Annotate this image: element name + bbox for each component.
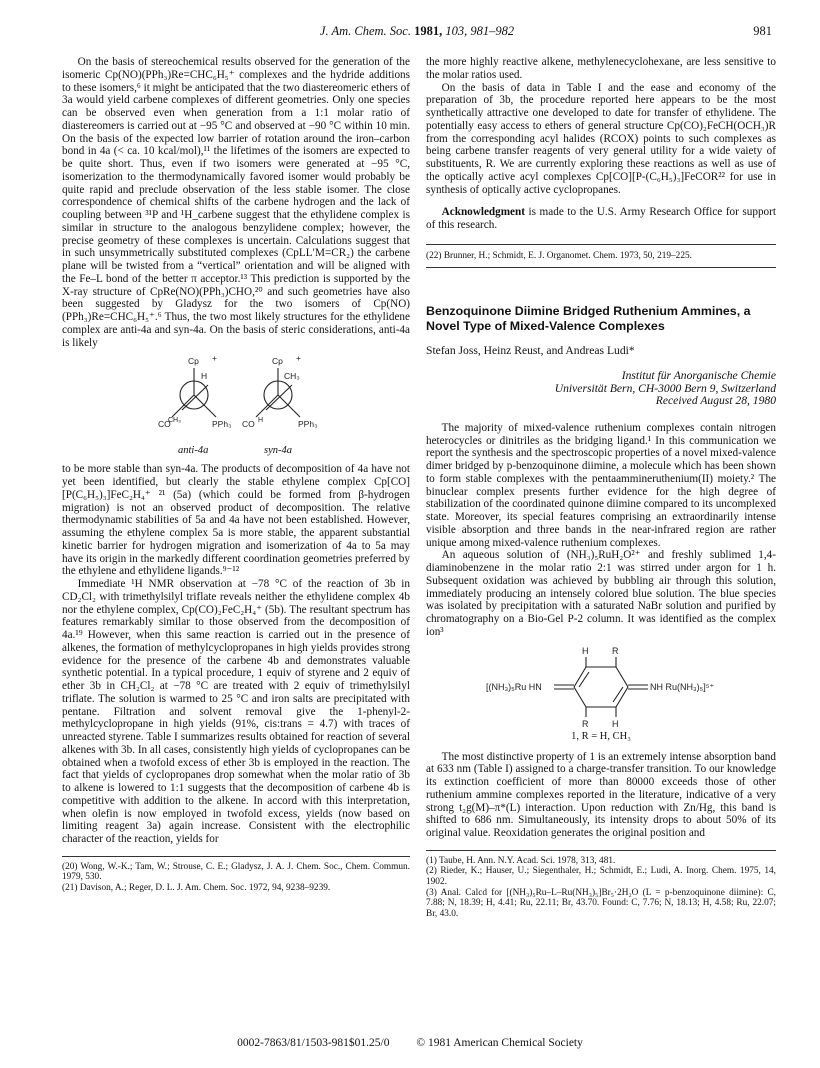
r-label: R — [612, 645, 619, 656]
affiliation-university: Universität Bern, CH-3000 Bern 9, Switzerland — [554, 382, 776, 396]
affiliation — [426, 369, 776, 395]
quinone-diimine-figure — [426, 645, 776, 729]
page-number: 981 — [753, 24, 772, 38]
right-ruthenium-group: NH Ru(NH₃)₅]⁵⁺ — [650, 681, 715, 692]
ch3-label: CH₃ — [284, 371, 300, 382]
footnote-21: (21) Davison, A.; Reger, D. L. J. Am. Chem. Soc. 1972, 94, 9238–9239. — [62, 882, 331, 893]
article-code: 0002-7863/81/1503-981$01.25/0 — [237, 1037, 390, 1049]
article-divider — [426, 267, 776, 268]
charge-plus: + — [296, 355, 301, 364]
article-authors: Stefan Joss, Heinz Reust, and Andreas Ludi* — [426, 344, 635, 358]
page-footer — [0, 1037, 820, 1049]
cp-label: Cp — [188, 356, 199, 367]
structure-caption: 1, R = H, CH₃ — [571, 730, 631, 742]
paragraph: The most distinctive property of 1 is an extremely intense absorption band at 633 nm (Table I) assigned to a charge-transfer transition. To our knowledge its extinction coefficient of more than 80000 exceeds those of other ruthenium ammine complexes reported in the literature, indicative of a very strong t₂g(M)–π*(L) interaction. Upon reduction with Zn/Hg, this band is shifted to 686 nm. Simultaneously, its intensity drops to about 50% of its original value. Reoxidation generates the original position and — [426, 750, 776, 840]
footnote-divider — [62, 856, 410, 857]
paragraph: The majority of mixed-valence ruthenium complexes contain nitrogen heterocycles or dinitriles as the bridging ligand.¹ In this communication we report the synthesis and the spectroscopic properties of a novel mixed-valence dimer bridged by p-benzoquinone diimine, a molecule which has been shown to form stable complexes with the pentaammineruthenium(II) moiety.² The binuclear complex presents further evidence for the high degree of stabilization of the coordinated quinone diimine compared to its uncomplexed state. Moreover, its special features comprising an extraordinarily intense visible absorption and three bands in the near-infrared region are rather unique among mixed-valence ruthenium complexes. — [426, 421, 776, 549]
paragraph: On the basis of stereochemical results observed for the generation of the isomeric Cp(NO)(PPh₃)Re=CHC₆H₅⁺ complexes and the hydride additions to these isomers,⁶ it might be anticipated that the two diastereomeric ethers of 3a would yield carbene complexes of different geometries. Only one species can be observed even when generation from a 1:1 molar ratio of diastereomers is carried out at −95 °C and observed at −90 °C within 10 min. On the basis of the expected low barrier of rotation around the iron–carbon bond in 4a (< ca. 10 kcal/mol),¹¹ the lifetimes of the isomers are expected to be quite short. Thus, even if two isomers were generated at −95 °C, isomerization to the thermodynamically favored isomer would probably be quite rapid and preclude observation of the less stable isomer. The close correspondence of chemical shifts of the carbene hydrogen and the lack of coupling between ³¹P and ¹H_carbene suggest that the ethylidene complex is similar in structure to the analogous benzylidene complex; however, the precise geometry of these complexes is uncertain. Calculations suggest that in such unsymmetrically substituted complexes (CpLL′M=CR₂) the carbene plane will be twisted from a “vertical” orientation and will be aligned with the Fe–L bond of the better π acceptor.¹³ This prediction is supported by the X-ray structure of CpRe(NO)(PPh₃)CHO,²⁰ and such geometries have also been suggested by Gladysz for the two isomers of Cp(NO)(PPh₃)Re=CHC₆H₅⁺.⁶ Thus, the two most likely structures for the ethylidene complex are anti-4a and syn-4a. On the basis of steric considerations, anti-4a is likely — [62, 56, 410, 349]
paragraph: An aqueous solution of (NH₃)₅RuH₂O²⁺ and freshly sublimed 1,4-diaminobenzene in the molar ratio 2:1 was stirred under argon for 1 h. Subsequent oxidation was achieved by bubbling air through this solution, immediately producing an intensely colored blue solution. The blue species was isolated by precipitation with a saturated NaBr solution and purified by chromatography on a Bio-Gel P-2 column. It was identified as the complex ion³ — [426, 549, 776, 638]
footnote-3: (3) Anal. Calcd for [(NH₃)₅Ru–L–Ru(NH₃)₅]Br₅·2H₂O (L = p-benzoquinone diimine): C, 7.88; N, 18.39; H, 4.41; Ru, 22.11; Br, 43.70. Found: C, 7.76; N, 18.13; H, 4.58; Ru, 22.07; Br, 43.0. — [426, 887, 776, 919]
affiliation-institute: Institut für Anorganische Chemie — [621, 369, 776, 383]
paragraph: On the basis of data in Table I and the ease and economy of the preparation of 3b, the procedure reported here appears to be the most synthetically attractive one developed to date for transfer of ethylidene. The potentially easy access to ethers of general structure Cp(CO)₂FeCH(OCH₃)R from the corresponding acyl halides (RCOX) points to such complexes as being carbene transfer reagents of very general utility for a wide vaiety of substituents, R. We are currently exploring these reactions as well as use of the optically active acyl complexes Cp[CO][P-(C₆H₅)₃]FeCOR²² for use in synthesis of optically active cyclopropanes. — [426, 81, 776, 196]
received-date: Received August 28, 1980 — [655, 394, 776, 408]
paragraph: the more highly reactive alkene, methylenecyclohexane, are less sensitive to the molar ratios used. — [426, 56, 776, 81]
acknowledgment-text: is made to the U.S. Army Research Office for support of this research. — [426, 206, 776, 231]
footnote-22: (22) Brunner, H.; Schmidt, E. J. Organomet. Chem. 1973, 50, 219–225. — [426, 250, 692, 261]
footnote-1: (1) Taube, H. Ann. N.Y. Acad. Sci. 1978, 313, 481. — [426, 855, 616, 866]
complex-ion-structure — [426, 645, 776, 745]
running-header — [62, 24, 772, 40]
h-label: H — [258, 417, 264, 425]
left-column — [62, 56, 410, 894]
charge-plus: + — [212, 355, 217, 364]
benzene-ring — [554, 657, 648, 717]
article-title: Benzoquinone Diimine Bridged Ruthenium Ammines, a Novel Type of Mixed-Valence Complexes — [426, 304, 751, 333]
paragraph: Immediate ¹H NMR observation at −78 °C of the reaction of 3b in CD₂Cl₂ with trimethylsilyl triflate reveals neither the ethylidene complex 4b nor the ethylene complex, Cp(CO)₂FeC₂H₄⁺ (5b). The resultant spectrum has features remarkably similar to those observed from the decomposition of 4a.¹⁹ However, when this same reaction is carried out in the presence of alkenes, the formation of methylcyclopropanes in high yields provides strong evidence for the presence of the carbene 4b and demonstrates valuable synthetic potential. In a typical procedure, 1 equiv of styrene and 2 equiv of ether 3b in CH₂Cl₂ at −78 °C are treated with 2 equiv of trimethylsilyl triflate. The solution is warmed to 25 °C and iron salts are precipitated with pentane. Filtration and solvent removal give the 1-phenyl-2-methylcyclopropane in high yields (91%, cis:trans = 4.7) with traces of unreacted styrene. Table I summarizes results obtained for reaction of several alkenes with 3b. In all cases, consistently high yields of cyclopropanes can be obtained when a twofold excess of ether 3b is employed in the reaction. The fact that yields of cyclopropanes drop somewhat when the molar ratio of 3b to alkene is lowered to 1:1 suggests that the decomposition of carbene 4b is competitive with addition to the alkene. In accord with this interpretation, when olefin is now employed in twofold excess, yields (now based on limiting reagent 3a) again increase. Consistent with the electrophilic character of the reaction, yields for — [62, 578, 410, 845]
copyright: © 1981 American Chemical Society — [416, 1037, 583, 1049]
acknowledgment — [426, 206, 776, 232]
pph3-label: PPh₃ — [212, 419, 232, 430]
anti-4a-label: anti-4a — [178, 445, 209, 457]
footnote-2: (2) Rieder, K.; Hauser, U.; Siegenthaler, H.; Schmidt, E.; Ludi, A. Inorg. Chem. 1975, 14, 1902. — [426, 866, 776, 888]
ch3-label: CH₃ — [168, 417, 181, 425]
right-column — [426, 56, 776, 919]
co-label: CO — [242, 419, 255, 430]
pph3-label: PPh₃ — [298, 419, 318, 430]
footnote-divider — [426, 244, 776, 245]
acknowledgment-heading: Acknowledgment — [441, 206, 525, 219]
syn-4a-label: syn-4a — [264, 445, 292, 457]
anti-4a-structure — [172, 368, 216, 417]
left-ruthenium-group: [(NH₃)₅Ru HN — [486, 681, 542, 692]
r-label: R — [582, 718, 589, 729]
cp-label: Cp — [272, 356, 283, 367]
carbene-structures — [62, 355, 410, 461]
footnote-20: (20) Wong, W.-K.; Tam, W.; Strouse, C. E.; Gladysz, J. A. J. Chem. Soc., Chem. Commun. 1979, 530. — [62, 861, 410, 883]
h-label: H — [201, 371, 208, 382]
newman-projections-figure — [62, 355, 410, 447]
volume-pages: 103, 981–982 — [445, 24, 515, 38]
co-label: CO — [158, 419, 171, 430]
journal-year: 1981, — [414, 24, 443, 38]
journal-citation — [62, 24, 772, 39]
footnote-divider — [426, 850, 776, 851]
h-label: H — [612, 718, 619, 729]
h-label: H — [582, 645, 589, 656]
journal-name: J. Am. Chem. Soc. — [319, 24, 411, 38]
paragraph: to be more stable than syn-4a. The products of decomposition of 4a have not yet been identified, but clearly the stable ethylene complex Cp[CO][P(C₆H₅)₃]FeC₂H₄⁺ ²¹ (5a) (which could be formed from β-hydrogen migration) is not an observed product of decomposition. The relative thermodynamic stabilities of 5a and 4a have not been established. However, assuming the ethylene complex 5a is more stable, the apparent substantial kinetic barrier for hydrogen migration and isomerization of 4a to 5a may have its origin in the markedly different coordination geometries preferred by the ethylene and ethylidene ligands.⁹⁻¹² — [62, 463, 410, 578]
